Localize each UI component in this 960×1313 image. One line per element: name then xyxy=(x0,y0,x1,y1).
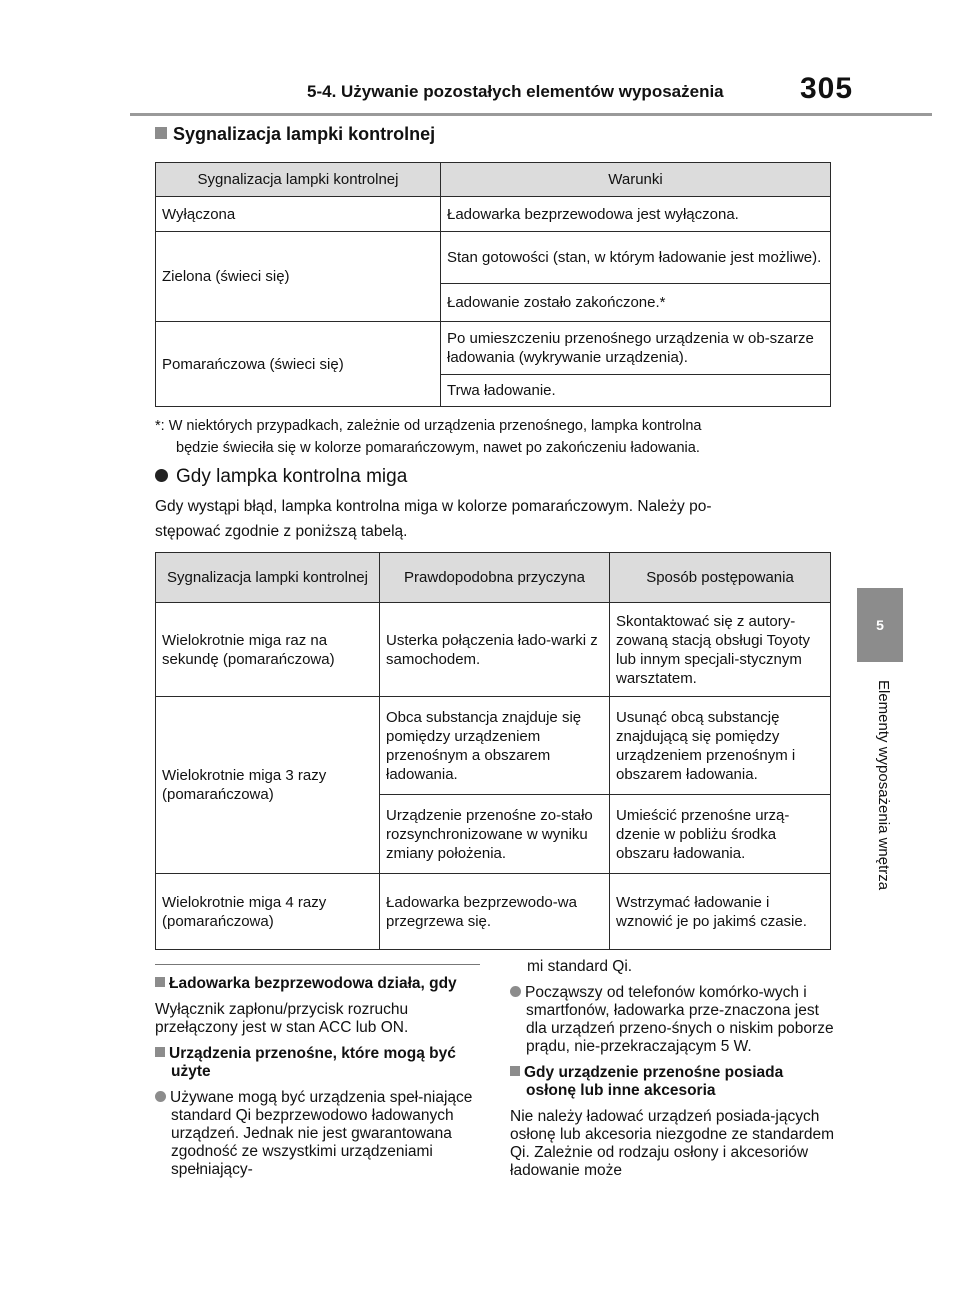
table-cell: Wyłączona xyxy=(156,197,441,232)
round-bullet-icon xyxy=(155,1091,166,1102)
square-bullet-icon xyxy=(510,1066,520,1076)
blinking-section-title-text: Gdy lampka kontrolna miga xyxy=(176,466,408,487)
indicator-table xyxy=(155,162,831,407)
blinking-section-title xyxy=(155,466,407,488)
table-cell: Ładowarka bezprzewodowa jest wyłączona. xyxy=(441,197,831,232)
table-cell: Urządzenie przenośne zo-stało rozsynchronizowane w wyniku zmiany położenia. xyxy=(380,795,610,874)
blinking-table xyxy=(155,552,831,950)
footnote xyxy=(155,415,835,459)
note-heading xyxy=(510,1064,835,1100)
chapter-label: Elementy wyposażenia wnętrza xyxy=(875,680,892,891)
note-text: Nie należy ładować urządzeń posiada-jących osłonę lub akcesoria niezgodne ze standardem Qi. Zależnie od rodzaju osłony i akcesoriów ładowanie może xyxy=(510,1108,834,1179)
table-cell: Trwa ładowanie. xyxy=(441,375,831,407)
header-rule xyxy=(130,113,932,116)
table-header: Sygnalizacja lampki kontrolnej xyxy=(156,553,380,603)
table-cell: Wielokrotnie miga 3 razy (pomarańczowa) xyxy=(156,697,380,874)
table-cell: Umieścić przenośne urzą-dzenie w pobliżu środka obszaru ładowania. xyxy=(610,795,831,874)
table-header: Warunki xyxy=(441,163,831,197)
square-bullet-icon xyxy=(155,977,165,987)
note-bullet xyxy=(155,1089,480,1179)
column-divider xyxy=(155,964,480,965)
round-bullet-icon xyxy=(510,986,521,997)
notes-right-column xyxy=(510,958,835,1188)
square-bullet-icon xyxy=(155,1047,165,1057)
note-bullet-continuation: mi standard Qi. xyxy=(527,958,633,975)
table-cell: Ładowarka bezprzewodo-wa przegrzewa się. xyxy=(380,874,610,950)
indicator-section-title-text: Sygnalizacja lampki kontrolnej xyxy=(173,124,436,144)
note-bullet xyxy=(510,984,835,1056)
section-header: 5-4. Używanie pozostałych elementów wyposażenia xyxy=(307,82,724,101)
square-bullet-icon xyxy=(155,127,167,139)
note-bullet-text: Używane mogą być urządzenia speł-niające standard Qi bezprzewodowo ładowanych urządzeń. Jednak nie jest gwarantowana zgodność ze wszystkimi urządzeniami spełniający- xyxy=(170,1089,473,1178)
footnote-line: *: W niektórych przypadkach, zależnie od urządzenia przenośnego, lampka kontrolna xyxy=(155,418,702,434)
paragraph-line: Gdy wystąpi błąd, lampka kontrolna miga w kolorze pomarańczowym. Należy po- xyxy=(155,498,712,515)
table-cell: Stan gotowości (stan, w którym ładowanie jest możliwe). xyxy=(441,232,831,284)
notes-left-column xyxy=(155,975,480,1187)
table-cell: Zielona (świeci się) xyxy=(156,232,441,322)
table-header: Sygnalizacja lampki kontrolnej xyxy=(156,163,441,197)
note-heading-text: Gdy urządzenie przenośne posiada osłonę lub inne akcesoria xyxy=(524,1064,784,1099)
blinking-paragraph xyxy=(155,494,835,544)
note-heading xyxy=(155,1045,480,1081)
table-header: Sposób postępowania xyxy=(610,553,831,603)
round-bullet-icon xyxy=(155,469,168,482)
table-cell: Po umieszczeniu przenośnego urządzenia w ob-szarze ładowania (wykrywanie urządzenia). xyxy=(441,322,831,375)
table-cell: Ładowanie zostało zakończone.* xyxy=(441,284,831,322)
page-number: 305 xyxy=(800,72,854,105)
note-heading-text: Ładowarka bezprzewodowa działa, gdy xyxy=(169,975,457,992)
note-heading-text: Urządzenia przenośne, które mogą być użyte xyxy=(169,1045,456,1080)
indicator-section-title xyxy=(155,124,435,145)
chapter-tab: 5 xyxy=(857,588,903,662)
table-cell: Wielokrotnie miga raz na sekundę (pomarańczowa) xyxy=(156,603,380,697)
table-cell: Wielokrotnie miga 4 razy (pomarańczowa) xyxy=(156,874,380,950)
table-header: Prawdopodobna przyczyna xyxy=(380,553,610,603)
note-bullet-text: Począwszy od telefonów komórko-wych i smartfonów, ładowarka prze-znaczona jest dla urządzeń przeno-śnych o niskim poborze prądu, nie-przekraczającym 5 W. xyxy=(525,984,834,1055)
table-cell: Obca substancja znajduje się pomiędzy urządzeniem przenośnym a obszarem ładowania. xyxy=(380,697,610,795)
footnote-line: będzie świeciła się w kolorze pomarańczowym, nawet po zakończeniu ładowania. xyxy=(176,440,700,456)
paragraph-line: stępować zgodnie z poniższą tabelą. xyxy=(155,523,408,540)
table-cell: Skontaktować się z autory-zowaną stacją obsługi Toyoty lub innym specjali-stycznym warsztatem. xyxy=(610,603,831,697)
table-cell: Usunąć obcą substancję znajdującą się pomiędzy urządzeniem przenośnym i obszarem ładowania. xyxy=(610,697,831,795)
table-cell: Pomarańczowa (świeci się) xyxy=(156,322,441,407)
table-cell: Wstrzymać ładowanie i wznowić je po jakimś czasie. xyxy=(610,874,831,950)
note-text: Wyłącznik zapłonu/przycisk rozruchu przełączony jest w stan ACC lub ON. xyxy=(155,1001,409,1036)
table-cell: Usterka połączenia łado-warki z samochodem. xyxy=(380,603,610,697)
note-heading xyxy=(155,975,480,993)
